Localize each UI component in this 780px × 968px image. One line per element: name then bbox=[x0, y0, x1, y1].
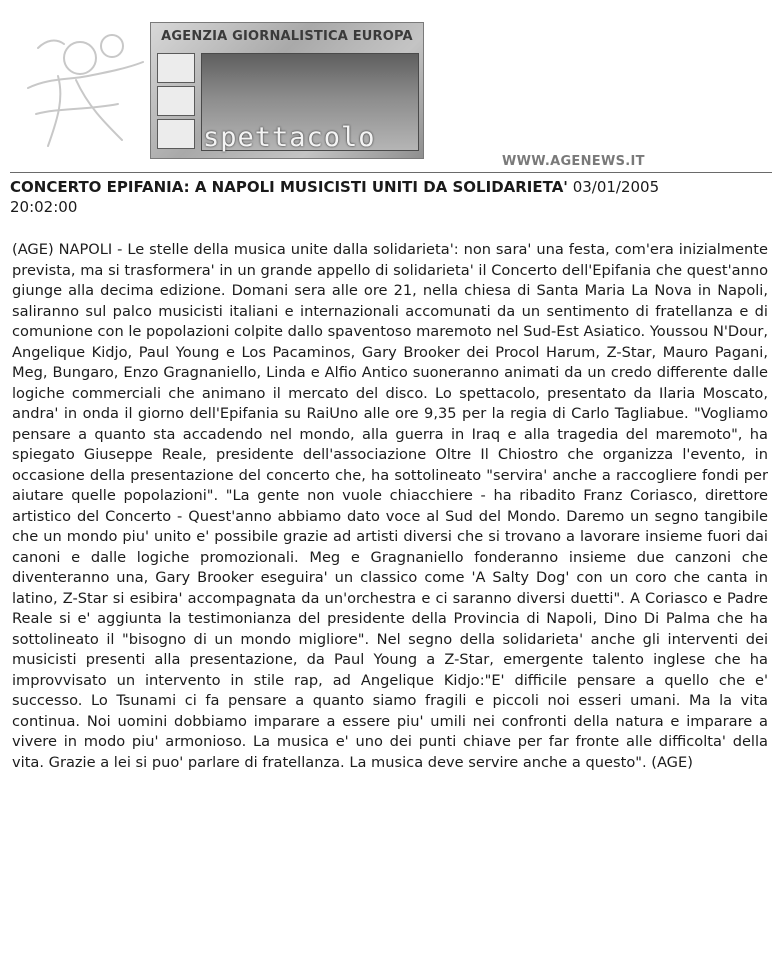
article-time: 20:02:00 bbox=[10, 198, 78, 216]
masthead-header bbox=[0, 0, 780, 175]
agency-banner bbox=[150, 22, 424, 159]
article-headline bbox=[10, 177, 772, 217]
article-date: 03/01/2005 bbox=[572, 178, 660, 196]
article-body: (AGE) NAPOLI - Le stelle della musica unite dalla solidarieta': non sara' una festa, com'era inizialmente prevista, ma si trasformera' in un grande appello di solidarieta' il Concerto dell'Epifania che quest'anno giunge alla decima edizione. Domani sera alle ore 21, nella chiesa di Santa Maria La Nova in Napoli, saliranno sul palco musicisti italiani e internazionali accomunati da un sentimento di fratellanza e di comunione con le popolazioni colpite dallo spaventoso maremoto nel Sud-Est Asiatico. Youssou N'Dour, Angelique Kidjo, Paul Young e Los Pacaminos, Gary Brooker dei Procol Harum, Z-Star, Mauro Pagani, Meg, Bungaro, Enzo Gragnaniello, Linda e Alfio Antico suoneranno animati da un credo differente dalle logiche commerciali che animano il mercato del disco. Lo spettacolo, presentato da Ilaria Moscato, andra' in onda il giorno dell'Epifania su RaiUno alle ore 9,35 per la regia di Carlo Tagliabue. "Vogliamo pensare a quanto sta accadendo nel mondo, alla guerra in Iraq e alla tragedia del maremoto", ha spiegato Giuseppe Reale, presidente dell'associazione Oltre Il Chiostro che organizza l'evento, in occasione della presentazione del concerto che, ha sottolineato "servira' anche a raccogliere fondi per aiutare quelle popolazioni". "La gente non vuole chiacchiere - ha ribadito Franz Coriasco, direttore artistico del Concerto - Quest'anno abbiamo dato voce al Sud del Mondo. Daremo un segno tangibile che un mondo piu' unito e' possibile grazie ad artisti diversi che si trovano a lavorare insieme fuori dai canoni e dalle logiche promozionali. Meg e Gragnaniello fonderanno insieme due canzoni che diventeranno una, Gary Brooker eseguira' un classico come 'A Salty Dog' con un coro che canta in latino, Z-Star si esibira' accompagnata da un'orchestra e ci saranno diversi duetti". A Coriasco e Padre Reale si e' aggiunta la testimonianza del presidente della Provincia di Napoli, Dino Di Palma che ha sottolineato il "bisogno di un mondo migliore". Nel segno della solidarieta' anche gli interventi dei musicisti presenti alla presentazione, da Paul Young a Z-Star, emergente talento inglese che ha improvvisato un intervento in stile rap, ad Angelique Kidjo:"E' difficile pensare a quello che e' successo. Lo Tsunami ci fa pensare a quanto siamo fragili e piccoli noi esseri umani. Ma la vita continua. Noi uomini dobbiamo imparare a essere piu' umili nei confronti della natura e imparare a vivere in modo piu' armonioso. La musica e' uno dei punti chiave per far fronte alle difficolta' della vita. Grazie a lei si puo' parlare di fratellanza. La musica deve servire anche a questo". (AGE) bbox=[12, 241, 768, 771]
article-title: CONCERTO EPIFANIA: A NAPOLI MUSICISTI UNITI DA SOLIDARIETA' bbox=[10, 178, 568, 196]
section-name: spettacolo bbox=[203, 122, 376, 153]
sketch-logo-icon bbox=[18, 18, 148, 158]
agency-name: AGENZIA GIORNALISTICA EUROPA bbox=[161, 29, 413, 44]
site-url: WWW.AGENEWS.IT bbox=[502, 154, 645, 169]
banner-decoration bbox=[157, 53, 197, 153]
header-divider bbox=[10, 172, 772, 173]
